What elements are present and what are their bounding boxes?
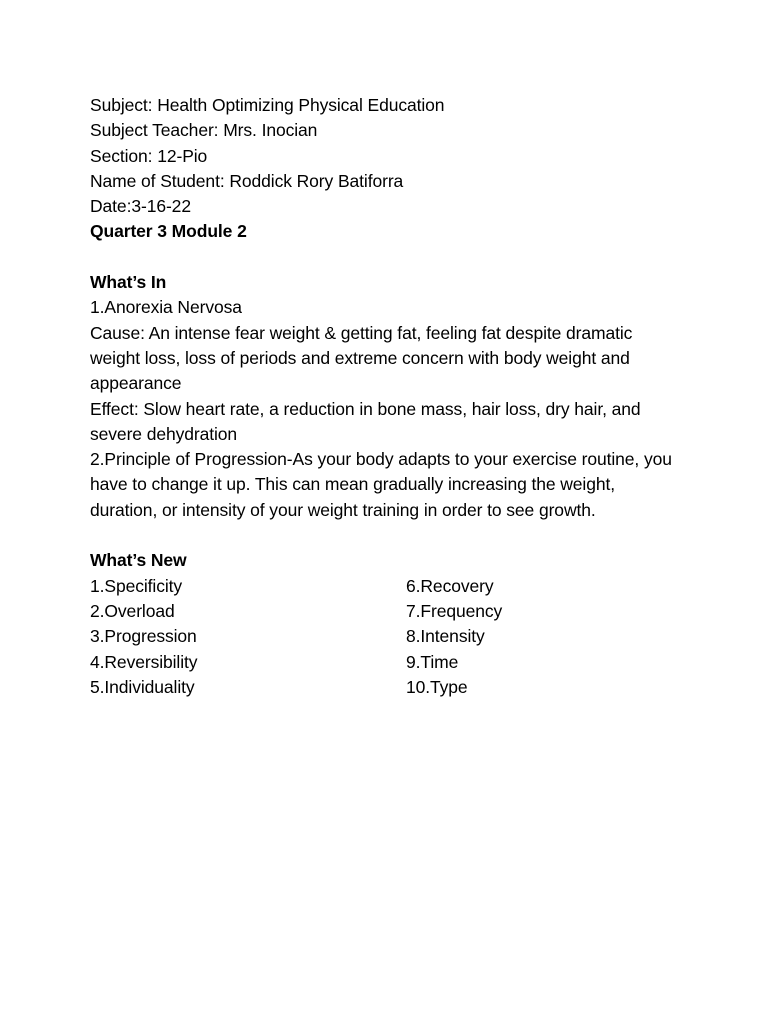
anorexia-cause: Cause: An intense fear weight & getting fat, feeling fat despite dramatic weight loss, loss of periods and extreme concern with body weight and appearance <box>90 322 633 394</box>
list-item: 2.Overload <box>90 600 175 621</box>
spacer <box>90 245 690 270</box>
whats-in-heading: What’s In <box>90 272 167 293</box>
whats-new-left-column <box>90 574 406 700</box>
list-item: 7.Frequency <box>406 600 503 621</box>
list-item: 3.Progression <box>90 626 197 647</box>
whats-new-right-column <box>406 574 656 700</box>
document-page <box>90 93 690 700</box>
anorexia-effect: Effect: Slow heart rate, a reduction in bone mass, hair loss, dry hair, and severe dehydration <box>90 398 641 444</box>
anorexia-title: 1.Anorexia Nervosa <box>90 297 242 318</box>
list-item: 5.Individuality <box>90 676 195 697</box>
list-item: 8.Intensity <box>406 626 485 647</box>
list-item: 1.Specificity <box>90 575 183 596</box>
whats-new-heading: What’s New <box>90 550 187 571</box>
list-item: 10.Type <box>406 676 468 697</box>
module-title: Quarter 3 Module 2 <box>90 221 247 242</box>
date-line: Date:3-16-22 <box>90 196 191 217</box>
list-item: 6.Recovery <box>406 575 494 596</box>
spacer <box>90 523 690 548</box>
student-name-line: Name of Student: Roddick Rory Batiforra <box>90 170 404 191</box>
teacher-line: Subject Teacher: Mrs. Inocian <box>90 120 318 141</box>
list-item: 4.Reversibility <box>90 651 198 672</box>
list-item: 9.Time <box>406 651 459 672</box>
progression-principle: 2.Principle of Progression-As your body adapts to your exercise routine, you have to change it up. This can mean gradually increasing the weight, duration, or intensity of your weight training in order to see growth. <box>90 449 672 520</box>
section-line: Section: 12-Pio <box>90 145 208 166</box>
whats-new-list <box>90 574 690 700</box>
subject-line: Subject: Health Optimizing Physical Education <box>90 95 445 115</box>
